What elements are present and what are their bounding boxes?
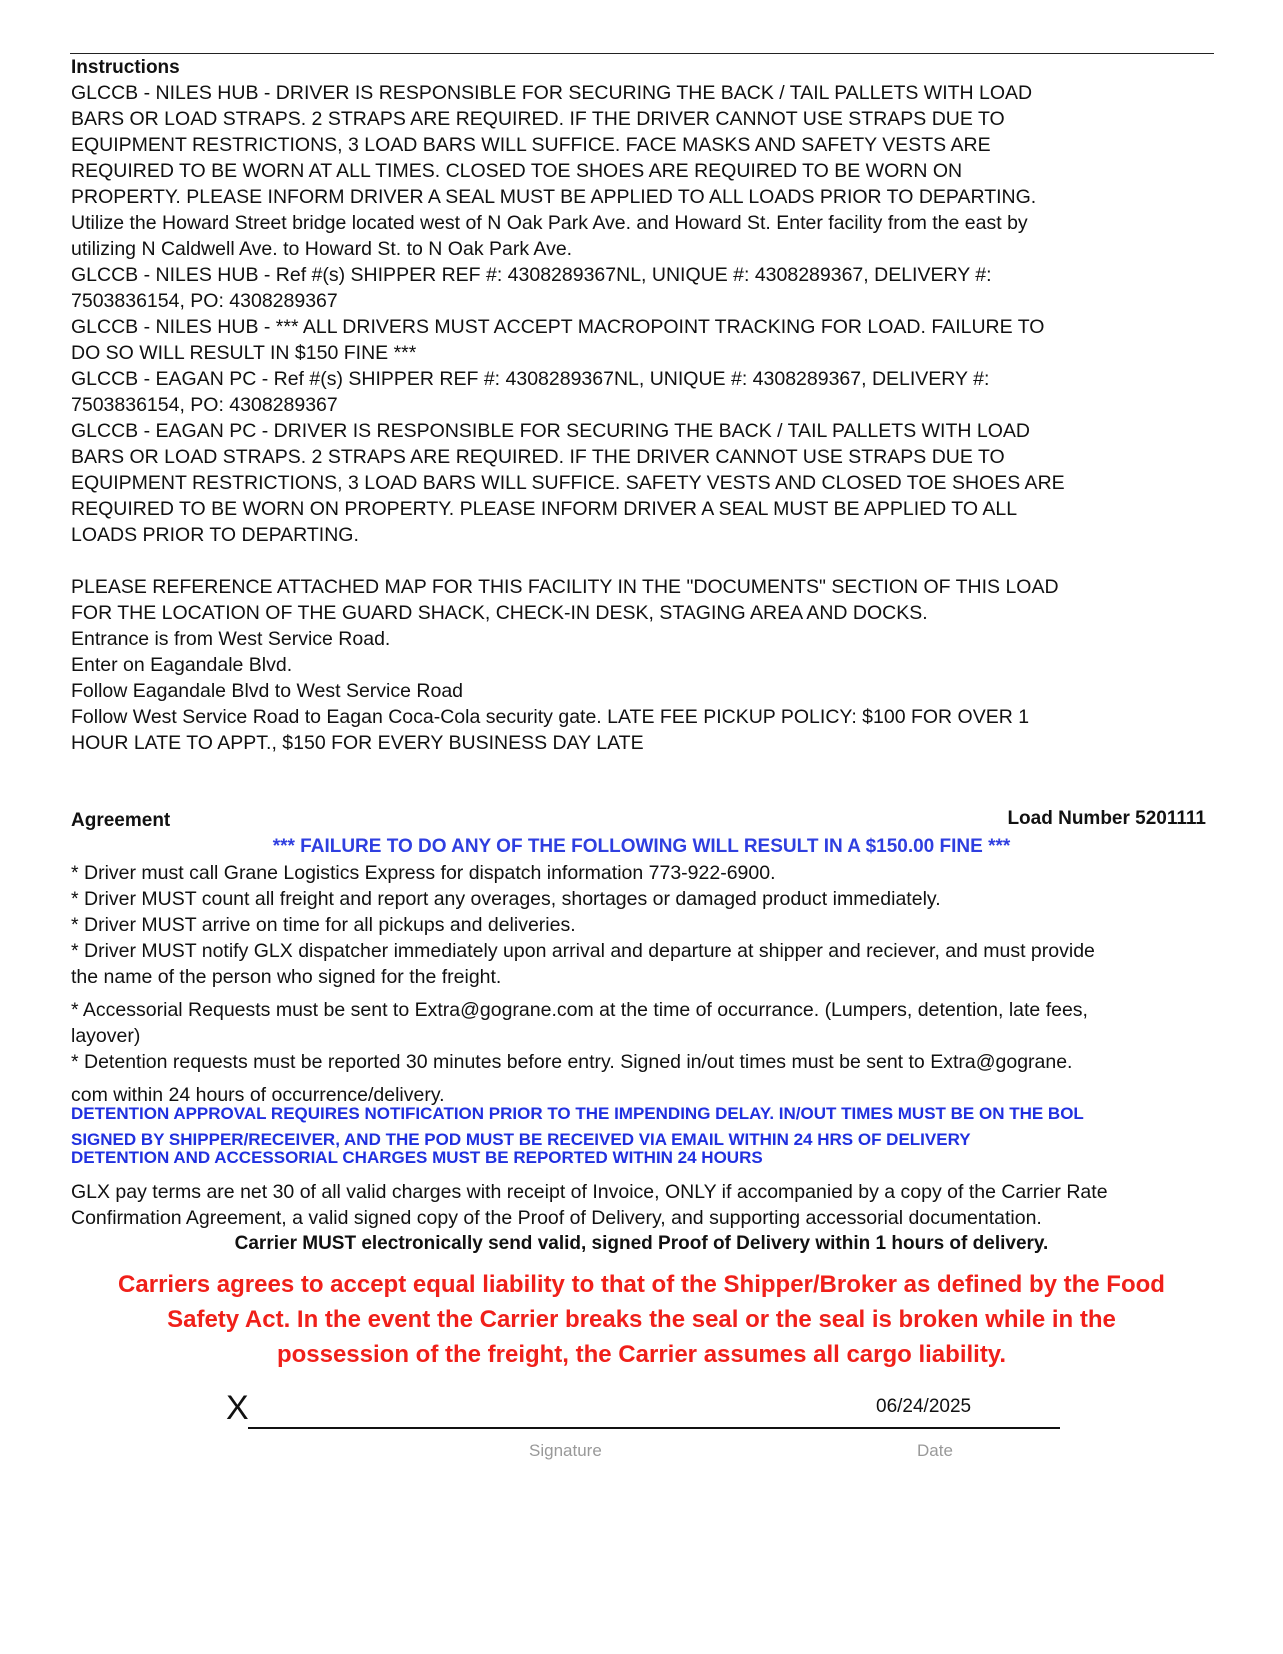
- instructions-line: GLCCB - NILES HUB - Ref #(s) SHIPPER REF #: 4308289367NL, UNIQUE #: 4308289367, DELIVERY #:: [71, 264, 992, 286]
- instructions-line: EQUIPMENT RESTRICTIONS, 3 LOAD BARS WILL SUFFICE. FACE MASKS AND SAFETY VESTS ARE: [71, 134, 991, 156]
- instructions-line: BARS OR LOAD STRAPS. 2 STRAPS ARE REQUIRED. IF THE DRIVER CANNOT USE STRAPS DUE TO: [71, 446, 1005, 468]
- detention-note-line: DETENTION APPROVAL REQUIRES NOTIFICATION PRIOR TO THE IMPENDING DELAY. IN/OUT TIMES MUST BE ON THE BOL: [71, 1104, 1084, 1123]
- instructions-line: GLCCB - NILES HUB - DRIVER IS RESPONSIBLE FOR SECURING THE BACK / TAIL PALLETS WITH LOAD: [71, 82, 1033, 104]
- liability-line: Safety Act. In the event the Carrier breaks the seal or the seal is broken while in the: [167, 1306, 1116, 1333]
- pay-terms-line: Confirmation Agreement, a valid signed copy of the Proof of Delivery, and supporting accessorial documentation.: [71, 1207, 1042, 1229]
- agreement-line: the name of the person who signed for the freight.: [71, 966, 502, 988]
- instructions-line: REQUIRED TO BE WORN ON PROPERTY. PLEASE INFORM DRIVER A SEAL MUST BE APPLIED TO ALL: [71, 498, 1018, 520]
- instructions-line: BARS OR LOAD STRAPS. 2 STRAPS ARE REQUIRED. IF THE DRIVER CANNOT USE STRAPS DUE TO: [71, 108, 1005, 130]
- fine-warning: *** FAILURE TO DO ANY OF THE FOLLOWING WILL RESULT IN A $150.00 FINE ***: [272, 836, 1011, 857]
- instructions-line: 7503836154, PO: 4308289367: [71, 394, 338, 416]
- instructions-line: GLCCB - NILES HUB - *** ALL DRIVERS MUST ACCEPT MACROPOINT TRACKING FOR LOAD. FAILURE TO: [71, 316, 1045, 338]
- signature-line[interactable]: [248, 1427, 1060, 1429]
- signature-date-value: 06/24/2025: [876, 1396, 972, 1417]
- instructions-line: Entrance is from West Service Road.: [71, 628, 391, 650]
- instructions-line: GLCCB - EAGAN PC - DRIVER IS RESPONSIBLE FOR SECURING THE BACK / TAIL PALLETS WITH LOAD: [71, 420, 1030, 442]
- instructions-line: EQUIPMENT RESTRICTIONS, 3 LOAD BARS WILL SUFFICE. SAFETY VESTS AND CLOSED TOE SHOES ARE: [71, 472, 1065, 494]
- agreement-line: com within 24 hours of occurrence/delivery.: [71, 1084, 445, 1106]
- instructions-line: LOADS PRIOR TO DEPARTING.: [71, 524, 359, 546]
- agreement-line: * Accessorial Requests must be sent to Extra@gograne.com at the time of occurrance. (Lumpers, detention, late fees,: [71, 999, 1088, 1021]
- instructions-line: utilizing N Caldwell Ave. to Howard St. to N Oak Park Ave.: [71, 238, 573, 260]
- instructions-line: PROPERTY. PLEASE INFORM DRIVER A SEAL MUST BE APPLIED TO ALL LOADS PRIOR TO DEPARTING.: [71, 186, 1037, 208]
- agreement-line: layover): [71, 1025, 141, 1047]
- agreement-line: * Detention requests must be reported 30 minutes before entry. Signed in/out times must be sent to Extra@gograne.: [71, 1051, 1073, 1073]
- instructions-heading: Instructions: [71, 57, 180, 78]
- agreement-line: * Driver MUST arrive on time for all pickups and deliveries.: [71, 914, 576, 936]
- instructions-line: GLCCB - EAGAN PC - Ref #(s) SHIPPER REF #: 4308289367NL, UNIQUE #: 4308289367, DELIVERY #:: [71, 368, 990, 390]
- signature-x-mark: X: [226, 1389, 249, 1427]
- liability-line: possession of the freight, the Carrier assumes all cargo liability.: [276, 1341, 1007, 1368]
- liability-line: Carriers agrees to accept equal liability to that of the Shipper/Broker as defined by the Food: [118, 1271, 1165, 1298]
- instructions-line: Utilize the Howard Street bridge located west of N Oak Park Ave. and Howard St. Enter facility from the east by: [71, 212, 1028, 234]
- detention-note-line: DETENTION AND ACCESSORIAL CHARGES MUST BE REPORTED WITHIN 24 HOURS: [71, 1148, 763, 1167]
- agreement-line: * Driver must call Grane Logistics Express for dispatch information 773-922-6900.: [71, 862, 776, 884]
- detention-note-line: SIGNED BY SHIPPER/RECEIVER, AND THE POD MUST BE RECEIVED VIA EMAIL WITHIN 24 HRS OF DELIVERY: [71, 1130, 971, 1149]
- agreement-line: * Driver MUST notify GLX dispatcher immediately upon arrival and departure at shipper and reciever, and must provide: [71, 940, 1095, 962]
- instructions-line: Follow West Service Road to Eagan Coca-Cola security gate. LATE FEE PICKUP POLICY: $100 FOR OVER 1: [71, 706, 1030, 728]
- pay-terms: [71, 1179, 1231, 1231]
- pay-terms-line: GLX pay terms are net 30 of all valid charges with receipt of Invoice, ONLY if accompanied by a copy of the Carrier Rate: [71, 1181, 1108, 1203]
- date-caption: Date: [917, 1441, 953, 1460]
- agreement-line: * Driver MUST count all freight and report any overages, shortages or damaged product immediately.: [71, 888, 941, 910]
- agreement-terms: [71, 860, 1221, 1108]
- instructions-line: HOUR LATE TO APPT., $150 FOR EVERY BUSINESS DAY LATE: [71, 732, 644, 754]
- instructions-text: [71, 80, 1221, 756]
- instructions-line: 7503836154, PO: 4308289367: [71, 290, 338, 312]
- pod-requirement: Carrier MUST electronically send valid, signed Proof of Delivery within 1 hours of delivery.: [234, 1233, 1049, 1254]
- top-divider: [70, 53, 1214, 54]
- paragraph-gap: [71, 548, 1221, 574]
- load-number: Load Number 5201111: [1007, 808, 1206, 829]
- signature-caption: Signature: [529, 1441, 602, 1460]
- instructions-line: DO SO WILL RESULT IN $150 FINE ***: [71, 342, 417, 364]
- instructions-line: FOR THE LOCATION OF THE GUARD SHACK, CHECK-IN DESK, STAGING AREA AND DOCKS.: [71, 602, 928, 624]
- agreement-heading: Agreement: [71, 810, 171, 831]
- instructions-line: Follow Eagandale Blvd to West Service Road: [71, 680, 464, 702]
- instructions-line: REQUIRED TO BE WORN AT ALL TIMES. CLOSED TOE SHOES ARE REQUIRED TO BE WORN ON: [71, 160, 963, 182]
- detention-notes: [71, 1105, 1231, 1167]
- instructions-line: Enter on Eagandale Blvd.: [71, 654, 293, 676]
- liability-statement: [0, 1267, 1283, 1372]
- instructions-line: PLEASE REFERENCE ATTACHED MAP FOR THIS FACILITY IN THE "DOCUMENTS" SECTION OF THIS LOAD: [71, 576, 1059, 598]
